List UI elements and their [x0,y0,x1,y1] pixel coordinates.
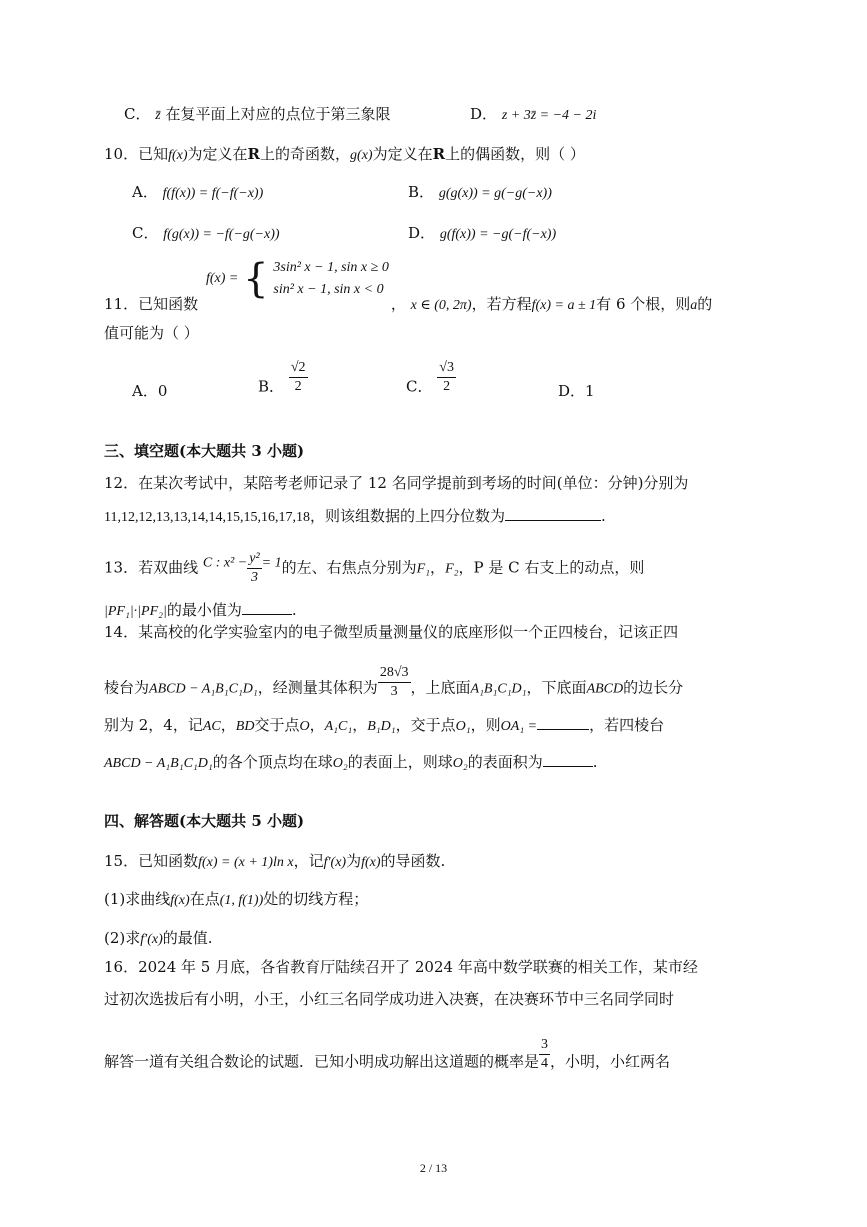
text: (2)求 [104,929,141,947]
text: 的最值. [162,929,213,947]
text: ，记 [293,852,324,870]
text: . [291,601,297,619]
q11-stem [104,293,712,317]
fraction-probability [539,1036,550,1073]
math-AC: AC [202,719,221,734]
answer-blank[interactable] [505,504,601,521]
option-math: g(f(x)) = −g(−f(−x)) [439,227,557,242]
text: 的各个顶点均在球 [212,753,333,771]
question-number: 11．已知函数 [104,295,199,313]
math-domain: x ∈ (0, 2π) [410,298,472,313]
text: ，下底面 [526,678,587,697]
option-label: D． [408,224,436,242]
text: . [601,507,606,525]
text: 解答一道有关组合数论的试题．已知小明成功解出这道题的概率是 [104,1052,540,1071]
math-R: R [432,145,446,163]
q13-line2 [104,598,297,623]
text: ， [430,558,446,577]
numerator: y² [247,550,261,569]
math-B1D1: B₁D₁ [367,719,396,734]
math-curve: C : x² − [202,555,248,571]
text: 在点 [189,890,220,908]
text: 棱台为 [104,678,150,697]
q14-line4 [104,750,598,775]
option-label: C． [132,224,159,242]
math-O2: O₂ [452,756,468,771]
denominator: 3 [390,684,398,699]
text: 的边长分 [623,678,684,697]
text: 有 6 个根，则 [596,295,691,313]
section-heading-solutions: 四、解答题(本大题共 5 小题) [104,812,305,830]
math-derivative: f′(x) [323,855,347,870]
case-2: sin² x − 1, sin x < 0 [273,282,384,297]
text: . [592,753,598,771]
q11-option-d: D．1 [558,382,595,400]
math-O: O [299,719,310,734]
math-O1: O₁ [455,719,471,734]
math-A1C1: A₁C₁ [324,719,353,734]
text: ， [309,716,325,734]
option-label: B． [258,377,285,396]
math-F1: F₁ [416,561,431,577]
text: 的左、右焦点分别为 [281,558,417,577]
math-z-conjugate: z̄ [155,108,161,123]
text: ，若四棱台 [589,716,665,734]
math-a: a [690,298,698,313]
text: ，则该组数据的上四分位数为 [309,507,505,525]
math-f: f(x) = [206,271,239,286]
answer-blank[interactable] [537,713,589,730]
option-math: g(g(x)) = g(−g(−x)) [438,186,552,201]
text: ，则 [470,716,501,734]
q15-part1 [104,888,368,912]
math-f: f(x) [170,893,190,908]
q14-line1: 14．某高校的化学实验室内的电子微型质量测量仪的底座形似一个正四棱台，记该正四 [104,623,679,641]
q16-line3 [104,1036,670,1073]
q11-option-c [406,359,456,398]
q13-line1 [104,550,644,587]
text: (1)求曲线 [104,890,171,908]
page-number: 2 / 13 [419,1161,448,1175]
text: ，小明，小红两名 [550,1052,671,1071]
q9-option-d [470,103,596,127]
answer-blank[interactable] [242,598,292,615]
q16-line1: 16．2024 年 5 月底，各省教育厅陆续召开了 2024 年高中数学联赛的相关工作，某市经 [104,958,698,976]
text: ，上底面 [410,678,471,697]
option-label: C． [124,105,151,123]
fraction [437,359,456,396]
option-label: A． [132,183,158,201]
option-label: D． [470,105,498,123]
math-f: f(x) [168,148,188,163]
fraction [289,359,308,396]
numerator: 28√3 [378,664,411,683]
text: 的表面上，则球 [347,753,453,771]
q15-stem [104,850,445,874]
question-number: 13．若双曲线 [104,558,199,577]
denominator: 4 [541,1056,549,1071]
q16-line2: 过初次选拔后有小明，小王，小红三名同学成功进入决赛，在决赛环节中三名同学同时 [104,990,675,1008]
q10-stem [104,143,585,167]
text: 上的偶函数，则（ ） [445,145,585,163]
q14-line2 [104,664,683,701]
text: 交于点 [254,716,300,734]
text: ， [220,716,236,734]
math-O2: O₂ [332,756,348,771]
numerator: 3 [539,1036,550,1055]
question-number: 10．已知 [104,145,169,163]
q14-line3 [104,713,664,738]
denominator: 3 [250,570,258,585]
text: 的导函数. [380,852,446,870]
text: 的最小值为 [166,601,242,619]
brace-symbol: { [243,256,269,302]
option-label: B． [408,183,435,201]
math-F2: F₂ [445,561,459,577]
data-list: 11,12,12,13,13,14,14,15,15,16,17,18 [104,510,310,525]
text: ，经测量其体积为 [257,678,378,697]
q10-option-b [408,181,552,205]
fraction-volume [378,664,411,701]
text: ，P 是 C 右支上的动点，则 [458,558,645,577]
numerator: √2 [289,359,308,378]
section-heading-fill-in: 三、填空题(本大题共 3 小题) [104,442,305,460]
q15-part2 [104,927,213,951]
q11-option-b [258,359,308,398]
math-expression: z + 3z̄ = −4 − 2i [501,108,597,123]
denominator: 2 [443,379,451,394]
text: 为定义在 [372,145,433,163]
answer-blank[interactable] [543,750,593,767]
math-expression: |PF₁|·|PF₂| [104,604,167,619]
fraction [247,550,261,587]
q11-option-a: A．0 [132,382,168,400]
text: ，交于点 [395,716,456,734]
option-text: 在复平面上对应的点位于第三象限 [165,105,391,123]
math-equation: f(x) = a ± 1 [531,298,597,313]
text: 为定义在 [187,145,248,163]
math-g: g(x) [350,148,373,163]
q10-option-a [132,181,263,205]
math-function: f(x) = (x + 1)ln x [198,855,294,870]
text: 上的奇函数， [260,145,351,163]
numerator: √3 [437,359,456,378]
math-derivative: f′(x) [140,932,163,947]
math-frustum: ABCD − A₁B₁C₁D₁ [149,681,258,697]
q12-line1: 12．在某次考试中，某陪考老师记录了 12 名同学提前到考场的时间(单位：分钟)分别为 [104,474,689,492]
math-point: (1, f(1)) [219,893,264,908]
math-bottom-face: ABCD [586,681,624,697]
math-top-face: A₁B₁C₁D₁ [470,681,527,697]
q12-line2 [104,504,606,529]
text: 为 [346,852,362,870]
q9-option-c [124,103,391,127]
denominator: 2 [294,379,302,394]
question-number: 15．已知函数 [104,852,199,870]
q11-stem-line2: 值可能为（ ） [104,324,199,342]
text: ， [390,295,406,313]
text: 处的切线方程； [263,890,369,908]
option-math: f(f(x)) = f(−f(−x)) [162,186,264,201]
option-math: f(g(x)) = −f(−g(−x)) [163,227,280,242]
text: 的表面积为 [467,753,543,771]
case-1: 3sin² x − 1, sin x ≥ 0 [273,260,389,275]
text: ，若方程 [471,295,532,313]
math-OA1: OA₁ = [500,719,538,734]
math-curve: = 1 [261,555,282,571]
math-f: f(x) [361,855,381,870]
math-R: R [247,145,261,163]
math-BD: BD [235,719,255,734]
text: 别为 2，4，记 [104,716,203,734]
text: 的 [697,295,713,313]
text: ， [352,716,368,734]
q10-option-c [132,222,280,246]
option-label: C． [406,377,433,396]
math-frustum: ABCD − A₁B₁C₁D₁ [104,756,213,771]
q10-option-d [408,222,556,246]
